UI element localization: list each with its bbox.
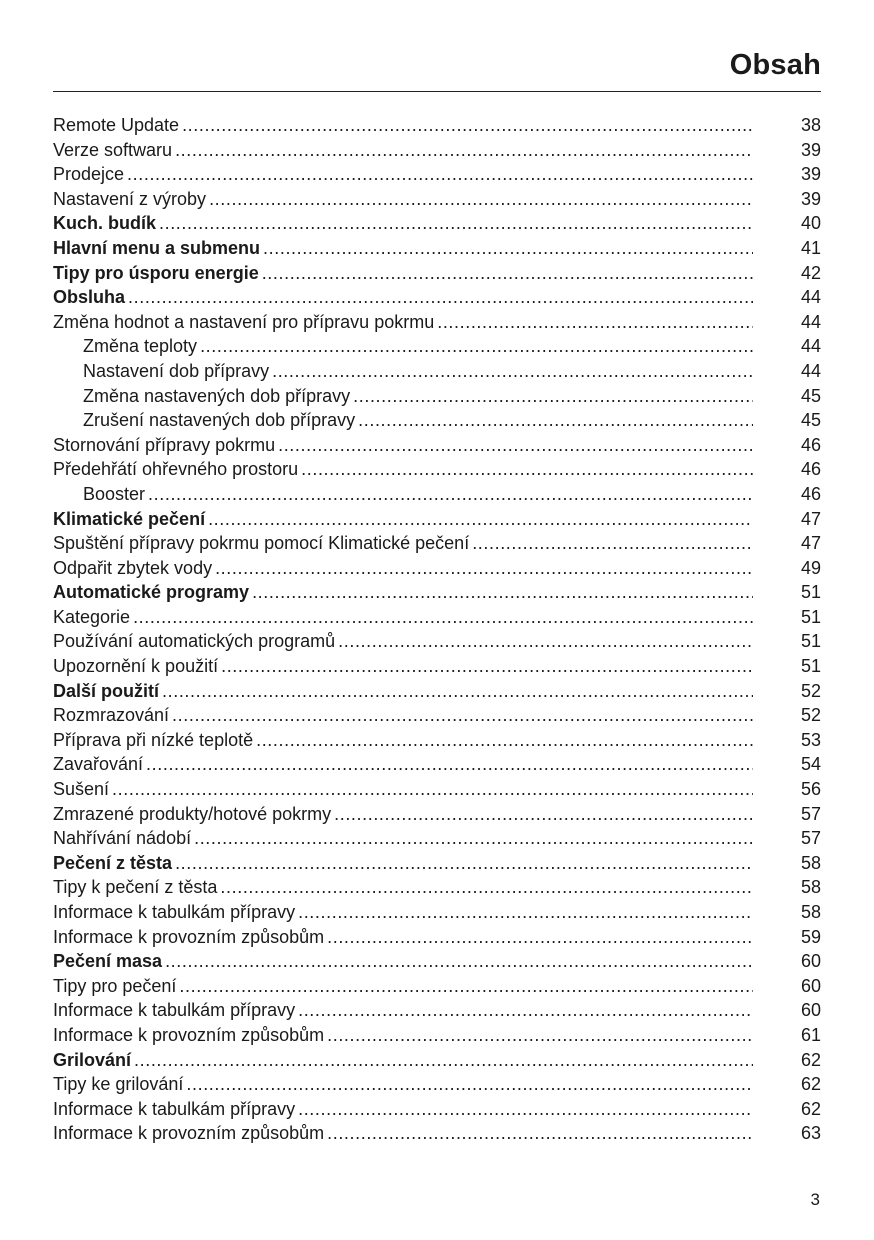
- toc-entry[interactable]: [53, 384, 821, 409]
- toc-entry-label: Automatické programy: [53, 582, 250, 603]
- toc-entry-label: Informace k provozním způsobům: [53, 926, 325, 947]
- toc-entry-page: 46: [800, 434, 821, 455]
- toc-entry[interactable]: [53, 1121, 821, 1146]
- toc-entry-title: [53, 703, 753, 728]
- toc-entry-page: 51: [800, 606, 821, 627]
- toc-entry-label: Verze softwaru: [53, 139, 173, 160]
- toc-entry-label: Zavařování: [53, 754, 144, 775]
- toc-entry[interactable]: [53, 433, 821, 458]
- toc-entry-page: 45: [800, 385, 821, 406]
- toc-entry-page: 62: [800, 1074, 821, 1095]
- toc-entry[interactable]: [53, 162, 821, 187]
- toc-entry-title: [53, 334, 753, 359]
- toc-entry[interactable]: [53, 285, 821, 310]
- toc-entry-label: Pečení z těsta: [53, 852, 173, 873]
- toc-entry-page: 56: [800, 779, 821, 800]
- toc-entry[interactable]: [53, 925, 821, 950]
- page-title: Obsah: [729, 49, 821, 81]
- toc-entry-label: Sušení: [53, 779, 110, 800]
- toc-entry-label: Změna nastavených dob přípravy: [83, 385, 351, 406]
- toc-entry-label: Změna hodnot a nastavení pro přípravu pokrmu: [53, 311, 435, 332]
- toc-entry[interactable]: [53, 531, 821, 556]
- toc-entry-page: 60: [800, 951, 821, 972]
- toc-entry[interactable]: [53, 482, 821, 507]
- toc-entry-label: Informace k provozním způsobům: [53, 1123, 325, 1144]
- toc-entry[interactable]: [53, 728, 821, 753]
- toc-entry-title: [53, 433, 753, 458]
- toc-entry-title: [53, 531, 753, 556]
- toc-entry-page: 39: [800, 188, 821, 209]
- toc-entry-page: 47: [800, 508, 821, 529]
- toc-entry[interactable]: [53, 211, 821, 236]
- toc-entry-title: [53, 679, 753, 704]
- toc-entry-label: Hlavní menu a submenu: [53, 237, 261, 258]
- toc-entry-page: 52: [800, 705, 821, 726]
- toc-entry[interactable]: [53, 310, 821, 335]
- toc-entry-label: Kuch. budík: [53, 213, 156, 234]
- toc-entry-title: [53, 310, 753, 335]
- toc-entry[interactable]: [53, 949, 821, 974]
- toc-entry-title: [53, 998, 753, 1023]
- toc-entry-label: Klimatické pečení: [53, 508, 206, 529]
- toc-entry-label: Tipy ke grilování: [53, 1074, 184, 1095]
- toc-entry-title: [53, 482, 753, 507]
- toc-entry-page: 51: [800, 631, 821, 652]
- toc-entry[interactable]: [53, 359, 821, 384]
- toc-entry-title: [53, 802, 753, 827]
- toc-entry-label: Nastavení z výroby: [53, 188, 207, 209]
- toc-entry-page: 58: [800, 852, 821, 873]
- toc-entry-title: [53, 384, 753, 409]
- toc-entry-label: Prodejce: [53, 164, 125, 185]
- toc-entry-title: [53, 113, 753, 138]
- toc-entry-label: Kategorie: [53, 606, 131, 627]
- toc-entry-page: 44: [800, 360, 821, 381]
- toc-entry-title: [53, 605, 753, 630]
- toc-entry-page: 60: [800, 975, 821, 996]
- toc-entry[interactable]: [53, 875, 821, 900]
- toc-entry-title: [53, 1121, 753, 1146]
- toc-entry-title: [53, 162, 753, 187]
- toc-entry-title: [53, 1048, 753, 1073]
- toc-entry-label: Příprava při nízké teplotě: [53, 729, 254, 750]
- toc-entry-page: 62: [800, 1049, 821, 1070]
- toc-entry-title: [53, 925, 753, 950]
- toc-entry-label: Změna teploty: [83, 336, 198, 357]
- toc-entry-label: Používání automatických programů: [53, 631, 336, 652]
- toc-entry-page: 63: [800, 1123, 821, 1144]
- toc-entry-label: Odpařit zbytek vody: [53, 557, 213, 578]
- toc-entry-page: 58: [800, 902, 821, 922]
- toc-entry[interactable]: [53, 629, 821, 654]
- toc-entry-label: Tipy k pečení z těsta: [53, 877, 218, 898]
- toc-entry-label: Spuštění přípravy pokrmu pomocí Klimatické pečení: [53, 533, 470, 554]
- toc-entry[interactable]: [53, 138, 821, 163]
- toc-entry-title: [53, 728, 753, 753]
- toc-entry-page: 42: [800, 262, 821, 283]
- toc-entry[interactable]: [53, 826, 821, 851]
- toc-entry-page: 44: [800, 336, 821, 357]
- toc-entry-label: Stornování přípravy pokrmu: [53, 434, 276, 455]
- toc-entry[interactable]: [53, 679, 821, 704]
- toc-entry-label: Upozornění k použití: [53, 656, 219, 677]
- toc-entry-title: [53, 580, 753, 605]
- toc-entry-title: [53, 236, 753, 261]
- toc-entry-label: Nastavení dob přípravy: [83, 360, 270, 381]
- toc-entry-page: 46: [800, 483, 821, 504]
- toc-entry-label: Informace k tabulkám přípravy: [53, 902, 296, 922]
- toc-entry[interactable]: [53, 261, 821, 286]
- toc-entry[interactable]: [53, 187, 821, 212]
- toc-entry[interactable]: [53, 900, 821, 925]
- toc-entry[interactable]: [53, 113, 821, 138]
- toc-entry-title: [53, 875, 753, 900]
- toc-entry-page: 44: [800, 311, 821, 332]
- toc-entry-label: Další použití: [53, 680, 160, 701]
- toc-entry-title: [53, 654, 753, 679]
- toc-entry-label: Grilování: [53, 1049, 132, 1070]
- toc-entry-title: [53, 556, 753, 581]
- toc-entry-label: Rozmrazování: [53, 705, 170, 726]
- toc-entry[interactable]: [53, 236, 821, 261]
- toc-entry[interactable]: [53, 777, 821, 802]
- toc-entry-title: [53, 900, 753, 925]
- toc-entry-page: 58: [800, 877, 821, 898]
- toc-entry-page: 60: [800, 1000, 821, 1021]
- toc-entry-label: Předehřátí ohřevného prostoru: [53, 459, 299, 480]
- toc-entry-title: [53, 1097, 753, 1122]
- toc-entry-title: [53, 826, 753, 851]
- toc-entry-label: Nahřívání nádobí: [53, 828, 192, 849]
- toc-entry-title: [53, 851, 753, 876]
- toc-entry-label: Remote Update: [53, 115, 180, 135]
- toc-entry-label: Zrušení nastavených dob přípravy: [83, 410, 356, 431]
- table-of-contents: [53, 113, 821, 1146]
- toc-entry-title: [53, 457, 753, 482]
- toc-entry-page: 51: [800, 656, 821, 677]
- toc-entry-page: 38: [800, 115, 821, 135]
- toc-entry-page: 39: [800, 164, 821, 185]
- toc-entry-title: [53, 777, 753, 802]
- toc-entry-label: Informace k provozním způsobům: [53, 1024, 325, 1045]
- toc-entry-label: Zmrazené produkty/hotové pokrmy: [53, 803, 332, 824]
- toc-entry-page: 62: [800, 1098, 821, 1119]
- toc-entry[interactable]: [53, 605, 821, 630]
- toc-entry-label: Booster: [83, 483, 146, 504]
- title-divider: [53, 91, 821, 92]
- toc-entry[interactable]: [53, 998, 821, 1023]
- toc-entry-page: 52: [800, 680, 821, 701]
- toc-entry[interactable]: [53, 1072, 821, 1097]
- toc-entry-page: 47: [800, 533, 821, 554]
- toc-entry[interactable]: [53, 334, 821, 359]
- toc-entry-title: [53, 211, 753, 236]
- toc-entry-label: Informace k tabulkám přípravy: [53, 1098, 296, 1119]
- toc-entry-title: [53, 138, 753, 163]
- toc-entry-label: Informace k tabulkám přípravy: [53, 1000, 296, 1021]
- page-number: 3: [810, 1190, 820, 1209]
- toc-entry-label: Tipy pro pečení: [53, 975, 177, 996]
- toc-entry-title: [53, 629, 753, 654]
- toc-entry[interactable]: [53, 408, 821, 433]
- toc-entry[interactable]: [53, 507, 821, 532]
- toc-entry[interactable]: [53, 1048, 821, 1073]
- toc-entry-page: 51: [800, 582, 821, 603]
- toc-entry-page: 40: [800, 213, 821, 234]
- toc-entry-label: Tipy pro úsporu energie: [53, 262, 259, 283]
- toc-entry-title: [53, 187, 753, 212]
- toc-entry-page: 57: [800, 803, 821, 824]
- toc-entry-page: 57: [800, 828, 821, 849]
- toc-entry-page: 53: [800, 729, 821, 750]
- toc-entry-title: [53, 1072, 753, 1097]
- toc-entry[interactable]: [53, 974, 821, 999]
- toc-entry-page: 45: [800, 410, 821, 431]
- toc-entry-label: Pečení masa: [53, 951, 163, 972]
- toc-entry[interactable]: [53, 1023, 821, 1048]
- toc-entry-title: [53, 285, 753, 310]
- toc-entry[interactable]: [53, 752, 821, 777]
- toc-entry-title: [53, 1023, 753, 1048]
- toc-entry[interactable]: [53, 802, 821, 827]
- toc-entry-page: 61: [800, 1024, 821, 1045]
- toc-entry-title: [53, 408, 753, 433]
- toc-entry-title: [53, 359, 753, 384]
- toc-entry[interactable]: [53, 1097, 821, 1122]
- toc-entry[interactable]: [53, 703, 821, 728]
- toc-entry[interactable]: [53, 556, 821, 581]
- toc-entry-page: 44: [800, 287, 821, 308]
- toc-entry-title: [53, 974, 753, 999]
- toc-entry-page: 46: [800, 459, 821, 480]
- toc-entry[interactable]: [53, 851, 821, 876]
- toc-entry-title: [53, 752, 753, 777]
- toc-entry-page: 39: [800, 139, 821, 160]
- toc-entry-page: 54: [800, 754, 821, 775]
- toc-entry-title: [53, 261, 753, 286]
- toc-entry[interactable]: [53, 457, 821, 482]
- toc-entry-page: 49: [800, 557, 821, 578]
- toc-entry[interactable]: [53, 580, 821, 605]
- toc-entry-title: [53, 507, 753, 532]
- toc-entry-page: 41: [800, 237, 821, 258]
- toc-entry-page: 59: [800, 926, 821, 947]
- toc-entry[interactable]: [53, 654, 821, 679]
- toc-entry-label: Obsluha: [53, 287, 126, 308]
- toc-entry-title: [53, 949, 753, 974]
